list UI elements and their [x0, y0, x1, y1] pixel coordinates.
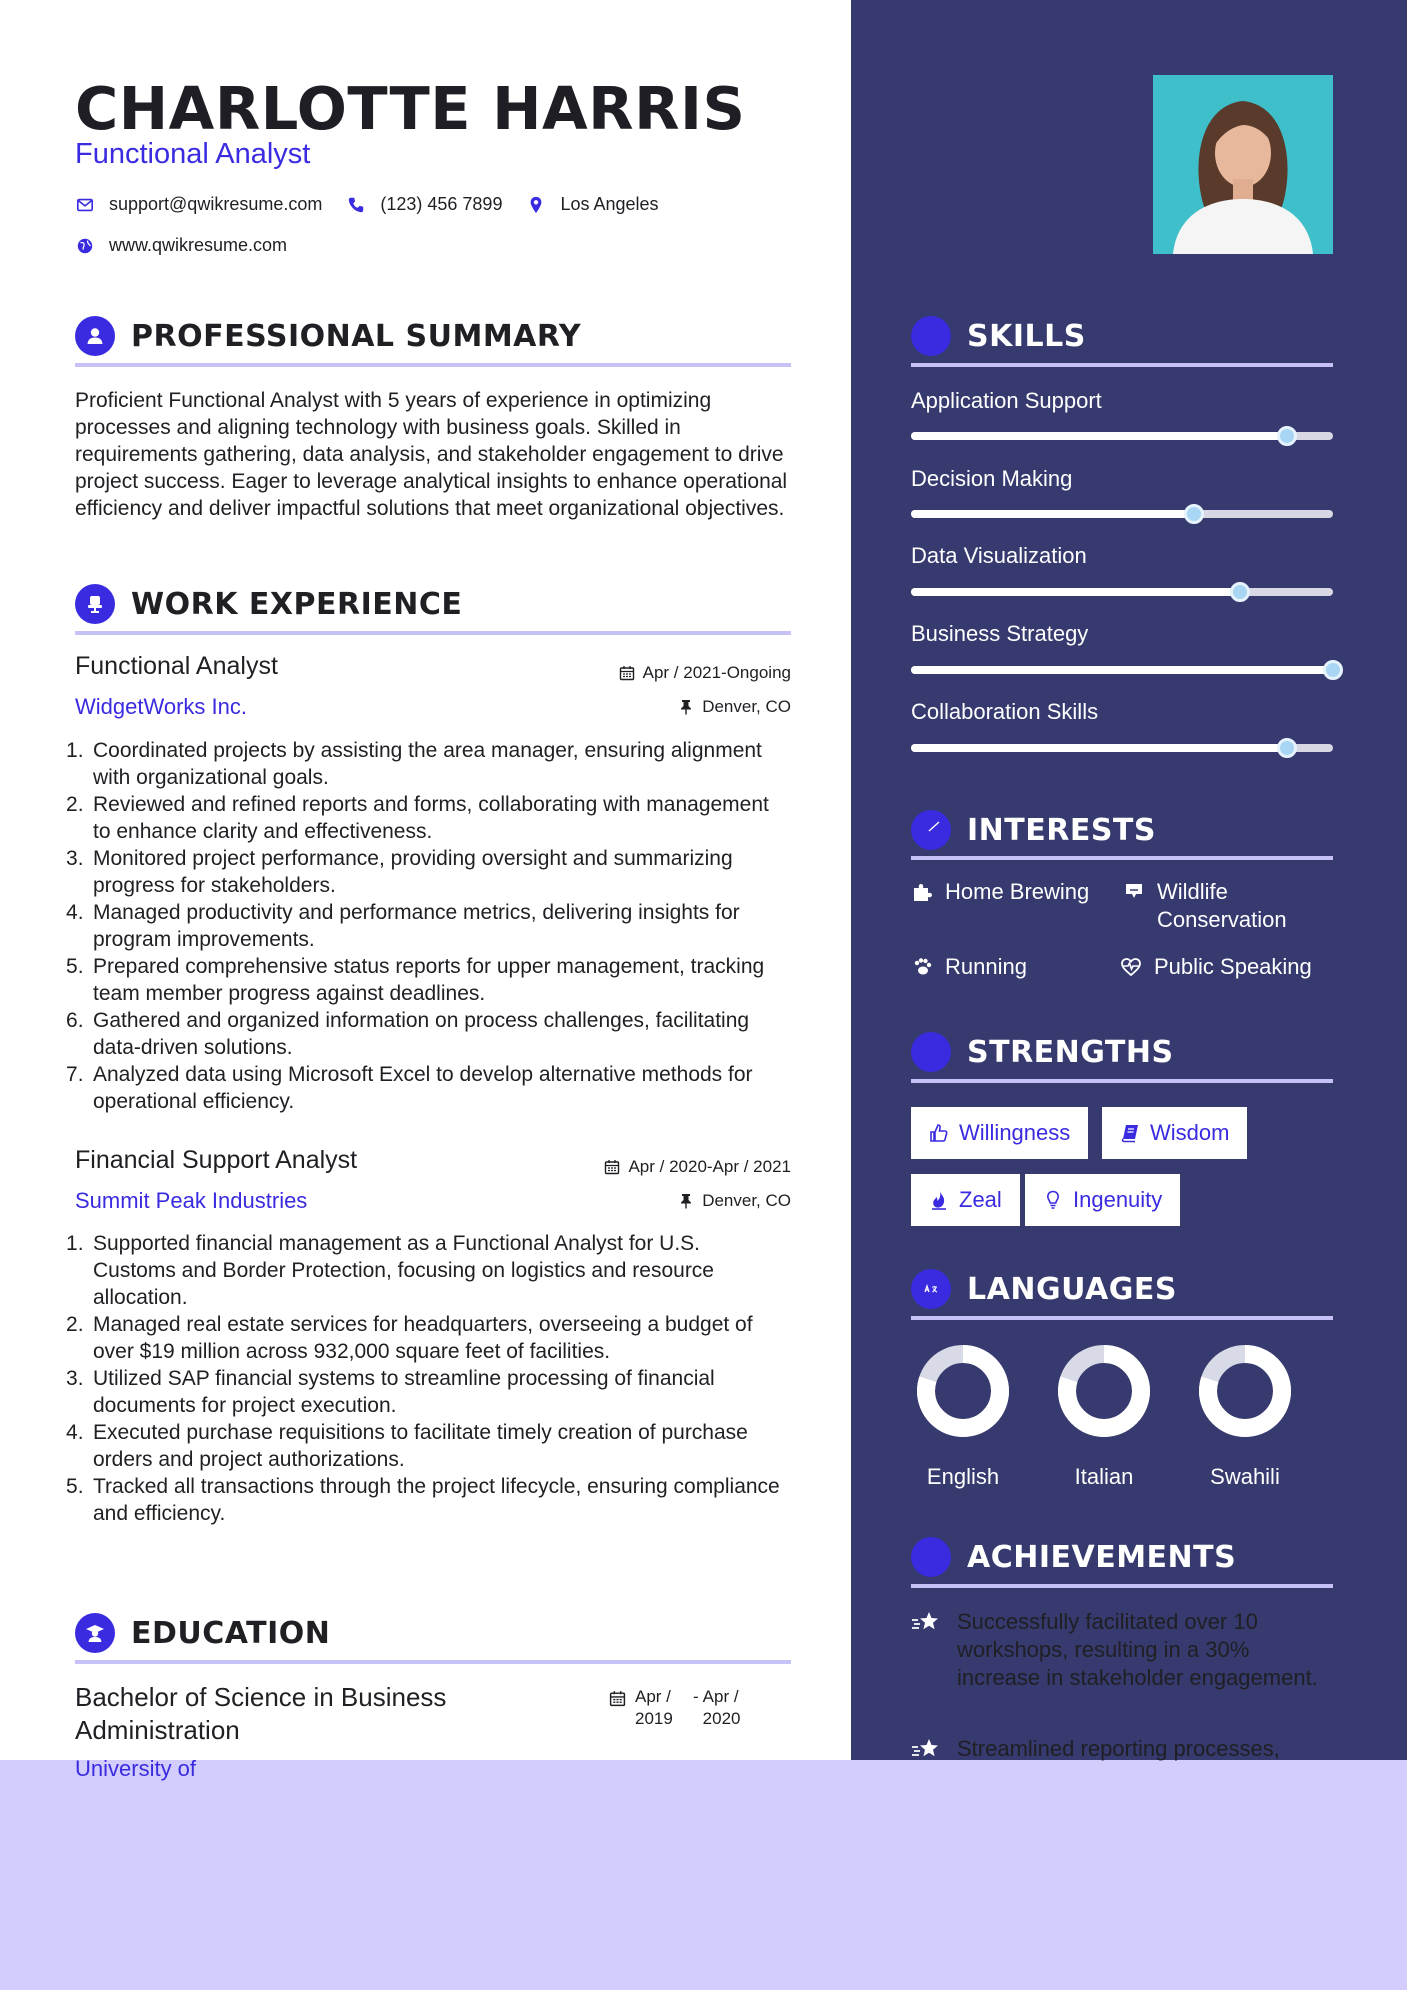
person-portrait-icon: [1153, 75, 1333, 254]
paper-plane-icon: [911, 810, 951, 850]
skill-bar: [911, 666, 1333, 674]
language-name: English: [926, 1464, 1000, 1489]
achievements-heading: [911, 1537, 1236, 1577]
language-name: Italian: [1074, 1464, 1134, 1489]
skill-bar-knob: [1184, 504, 1204, 524]
job-location: [678, 1191, 791, 1211]
map-pin-icon: [526, 195, 546, 215]
language-name: Swahili: [1210, 1464, 1280, 1489]
achievement-text: Successfully facilitated over 10 workshops, resulting in a 30% increase in stakeholder engagement.: [957, 1609, 1318, 1690]
shooting-star-icon: [911, 1737, 941, 1763]
phone-text: (123) 456 7899: [380, 194, 503, 214]
strengths-divider: [911, 1079, 1333, 1083]
strength-label: Ingenuity: [1073, 1187, 1163, 1212]
envelope-icon: [75, 195, 95, 215]
skill-bar-knob: [1277, 426, 1297, 446]
website-link[interactable]: www.qwikresume.com: [109, 235, 288, 255]
experience-divider: [75, 631, 791, 635]
skill-label: Decision Making: [911, 466, 1073, 491]
globe-icon: [75, 236, 95, 256]
interest-item: [911, 878, 1111, 906]
job-location-text: Denver, CO: [702, 1191, 791, 1210]
paw-icon: [911, 956, 933, 978]
education-dates: Apr / 2019 - Apr / 2020: [609, 1686, 757, 1730]
list-item: Managed productivity and performance metrics, delivering insights for program improvements.: [93, 901, 740, 951]
calendar-icon: [619, 665, 635, 681]
job-dates-text: Apr / 2021-Ongoing: [642, 663, 791, 682]
skill-bar-knob: [1323, 660, 1343, 680]
list-item: Utilized SAP financial systems to streamline processing of financial documents for project execution.: [93, 1367, 715, 1417]
interests-divider: [911, 856, 1333, 860]
language-item: [916, 1344, 1010, 1489]
calendar-icon: [604, 1159, 620, 1175]
skill-bar-fill: [911, 744, 1287, 752]
star-badge-icon: [911, 1537, 951, 1577]
phone-icon: [346, 195, 366, 215]
list-item: Managed real estate services for headquarters, overseeing a budget of over $19 million across 932,000 square feet of facilities.: [93, 1313, 753, 1363]
languages-title: LANGUAGES: [967, 1271, 1177, 1307]
pushpin-icon: [678, 699, 694, 715]
profile-photo: [1153, 75, 1333, 254]
graduate-icon: [75, 1613, 115, 1653]
leaf-sign-icon: [1123, 881, 1145, 903]
contact-row-2: [75, 235, 311, 256]
strength-chip: [911, 1107, 1088, 1159]
experience-heading: [75, 584, 462, 624]
interest-item: [1123, 878, 1343, 934]
interests-heading: [911, 810, 1156, 850]
interest-label: Running: [945, 954, 1027, 979]
job-title: Financial Support Analyst: [75, 1146, 358, 1174]
job-dates-text: Apr / 2020-Apr / 2021: [628, 1157, 791, 1176]
interests-title: INTERESTS: [967, 812, 1156, 848]
interest-label: Wildlife Conservation: [1157, 879, 1287, 932]
job-title: Functional Analyst: [75, 652, 278, 680]
achievements-title: ACHIEVEMENTS: [967, 1539, 1237, 1575]
list-item: Supported financial management as a Functional Analyst for U.S. Customs and Border Protection, focusing on logistics and resource allocation.: [93, 1232, 714, 1309]
list-item: Monitored project performance, providing oversight and summarizing progress for stakeholders.: [93, 847, 733, 897]
skill-bar-fill: [911, 432, 1287, 440]
language-item: [1057, 1344, 1151, 1489]
lightbulb-icon: [911, 316, 951, 356]
candidate-title: Functional Analyst: [75, 138, 311, 170]
education-title: EDUCATION: [131, 1615, 331, 1651]
strength-chip: [1102, 1107, 1247, 1159]
list-item: Prepared comprehensive status reports for upper management, tracking team member progress against deadlines.: [93, 955, 765, 1005]
book-icon: [1120, 1123, 1140, 1143]
company-name: WidgetWorks Inc.: [75, 694, 247, 719]
language-donut: [1198, 1344, 1292, 1438]
summary-heading: [75, 316, 581, 356]
job-dates: [619, 663, 791, 683]
skills-heading: [911, 316, 1086, 356]
fire-icon: [929, 1190, 949, 1210]
school-name: University of: [75, 1756, 197, 1781]
skill-bar: [911, 588, 1333, 596]
experience-title: WORK EXPERIENCE: [131, 586, 463, 622]
strength-label: Wisdom: [1150, 1120, 1230, 1145]
lightbulb-outline-icon: [1043, 1190, 1063, 1210]
language-donut: [916, 1344, 1010, 1438]
skills-divider: [911, 363, 1333, 367]
puzzle-icon: [911, 881, 933, 903]
job-dates: [604, 1157, 791, 1177]
summary-text: Proficient Functional Analyst with 5 years of experience in optimizing processes and aligning technology with business goals. Skilled in requirements gathering, data analysis, and stakeholder engagement to drive project success. Eager to leverage analytical insights to enhance operational efficiency and deliver impactful solutions that meet organizational objectives.: [75, 389, 788, 520]
job-bullets: [66, 1230, 786, 1527]
job-bullets: [66, 737, 786, 1115]
company-name: Summit Peak Industries: [75, 1188, 308, 1213]
achievements-divider: [911, 1584, 1333, 1588]
calendar-icon: [609, 1690, 626, 1707]
education-divider: [75, 1660, 791, 1664]
strengths-title: STRENGTHS: [967, 1034, 1174, 1070]
job-location-text: Denver, CO: [702, 697, 791, 716]
user-icon: [75, 316, 115, 356]
education-end: Apr / 2020: [702, 1687, 741, 1728]
interest-item: [911, 953, 1111, 981]
list-item: Analyzed data using Microsoft Excel to develop alternative methods for operational efficiency.: [93, 1063, 753, 1113]
skill-label: Business Strategy: [911, 621, 1089, 646]
location-text: Los Angeles: [560, 194, 659, 214]
list-item: Reviewed and refined reports and forms, collaborating with management to enhance clarity and effectiveness.: [93, 793, 769, 843]
list-item: Coordinated projects by assisting the area manager, ensuring alignment with organizational goals.: [93, 739, 762, 789]
summary-title: PROFESSIONAL SUMMARY: [131, 318, 582, 354]
fist-icon: [911, 1032, 951, 1072]
skill-label: Application Support: [911, 388, 1102, 413]
skill-bar: [911, 744, 1333, 752]
language-donut: [1057, 1344, 1151, 1438]
job-location: [678, 697, 791, 717]
strength-label: Willingness: [959, 1120, 1071, 1145]
list-item: Tracked all transactions through the project lifecycle, ensuring compliance and efficiency.: [93, 1475, 780, 1525]
achievement-item: [911, 1735, 1331, 1763]
skill-bar: [911, 510, 1333, 518]
languages-divider: [911, 1316, 1333, 1320]
candidate-name: CHARLOTTE HARRIS: [75, 74, 746, 143]
skill-label: Data Visualization: [911, 543, 1087, 568]
strength-chip: [911, 1174, 1020, 1226]
interest-label: Public Speaking: [1154, 954, 1312, 979]
email-text[interactable]: support@qwikresume.com: [109, 194, 323, 214]
education-start: Apr / 2019: [635, 1687, 673, 1728]
education-heading: [75, 1613, 330, 1653]
interest-item: [1120, 953, 1350, 981]
skill-bar: [911, 432, 1333, 440]
skills-title: SKILLS: [967, 318, 1086, 354]
achievement-item: [911, 1608, 1331, 1692]
heartbeat-icon: [1120, 956, 1142, 978]
strength-label: Zeal: [959, 1187, 1002, 1212]
languages-heading: [911, 1269, 1177, 1309]
thumbs-up-icon: [929, 1123, 949, 1143]
degree-name: Bachelor of Science in Business Administration: [75, 1682, 447, 1745]
briefcase-chair-icon: [75, 584, 115, 624]
summary-divider: [75, 363, 791, 367]
translate-icon: [911, 1269, 951, 1309]
interest-label: Home Brewing: [945, 879, 1090, 904]
strengths-heading: [911, 1032, 1174, 1072]
achievement-text: Streamlined reporting processes,: [957, 1736, 1280, 1761]
list-item: Executed purchase requisitions to facilitate timely creation of purchase orders and project authorizations.: [93, 1421, 748, 1471]
skill-label: Collaboration Skills: [911, 699, 1099, 724]
language-item: [1198, 1344, 1292, 1489]
strength-chip: [1025, 1174, 1180, 1226]
skill-bar-fill: [911, 666, 1333, 674]
skill-bar-fill: [911, 510, 1194, 518]
contact-row-1: [75, 194, 683, 215]
skill-bar-knob: [1277, 738, 1297, 758]
shooting-star-icon: [911, 1610, 941, 1636]
list-item: Gathered and organized information on process challenges, facilitating data-driven solutions.: [93, 1009, 750, 1059]
skill-bar-fill: [911, 588, 1240, 596]
pushpin-icon: [678, 1193, 694, 1209]
